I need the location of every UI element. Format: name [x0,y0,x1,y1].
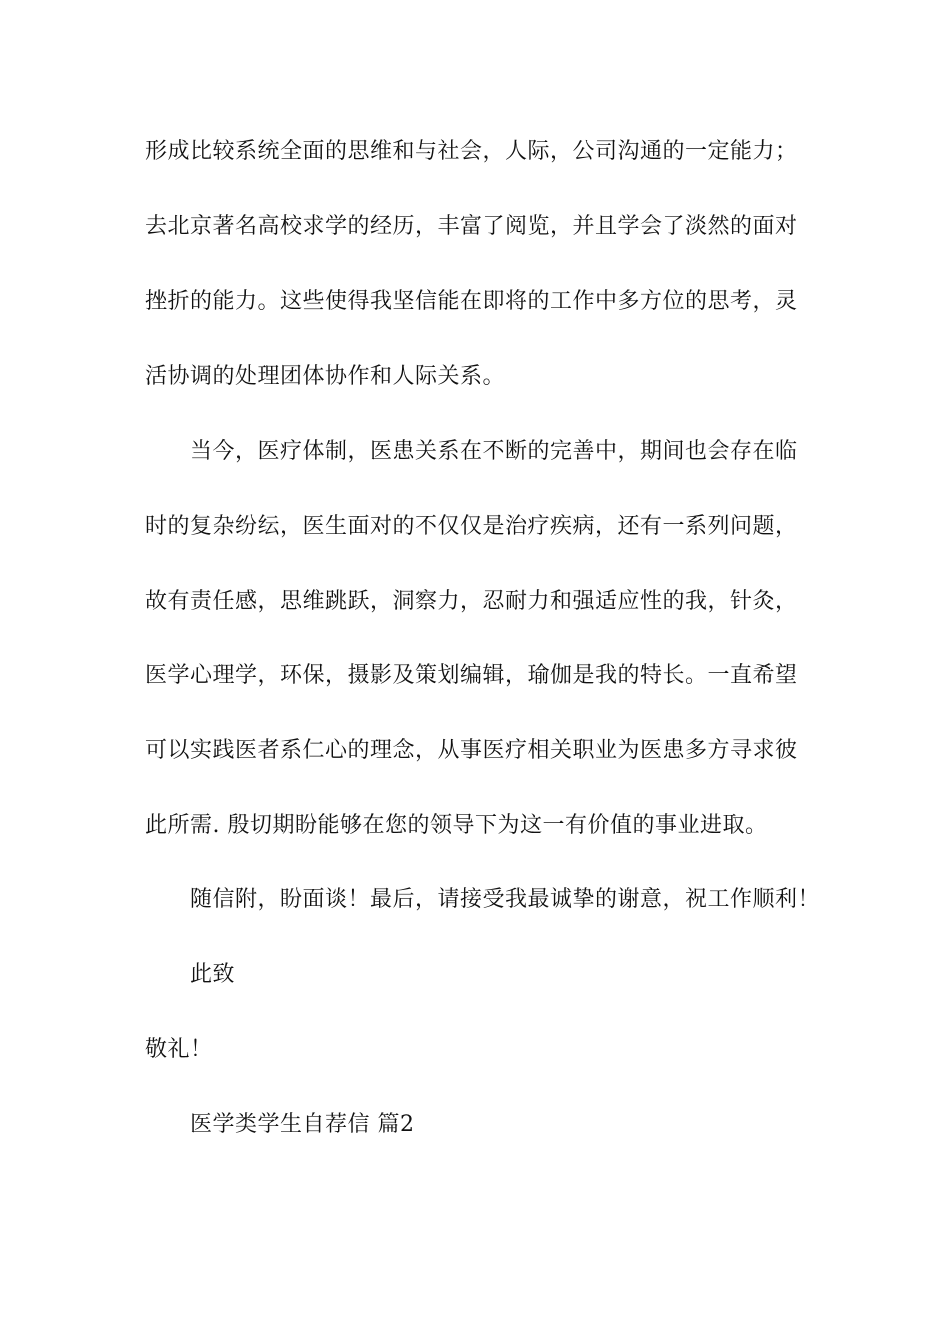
paragraph-line: 活协调的处理团体协作和人际关系。 [145,364,506,389]
paragraph-line: 当今，医疗体制，医患关系在不断的完善中，期间也会存在临 [190,439,798,464]
paragraph-line: 时的复杂纷纭，医生面对的不仅仅是治疗疾病，还有一系列问题， [145,514,798,539]
paragraph-line: 故有责任感，思维跳跃，洞察力，忍耐力和强适应性的我，针灸， [145,589,798,614]
paragraph-line: 可以实践医者系仁心的理念，从事医疗相关职业为医患多方寻求彼 [145,738,798,763]
paragraph-line: 去北京著名高校求学的经历，丰富了阅览，并且学会了淡然的面对 [145,214,798,239]
closing-line: 随信附，盼面谈！最后，请接受我最诚挚的谢意，祝工作顺利！ [190,887,821,912]
paragraph-line: 形成比较系统全面的思维和与社会，人际，公司沟通的一定能力； [145,139,798,164]
section-heading: 医学类学生自荐信 篇2 [190,1112,415,1137]
paragraph-line: 挫折的能力。这些使得我坚信能在即将的工作中多方位的思考，灵 [145,289,798,314]
paragraph-line: 医学心理学，环保，摄影及策划编辑，瑜伽是我的特长。一直希望 [145,663,798,688]
salutation-line: 敬礼！ [145,1037,213,1062]
paragraph-line: 此所需. 殷切期盼能够在您的领导下为这一有价值的事业进取。 [145,813,768,838]
salutation-line: 此致 [190,962,236,987]
